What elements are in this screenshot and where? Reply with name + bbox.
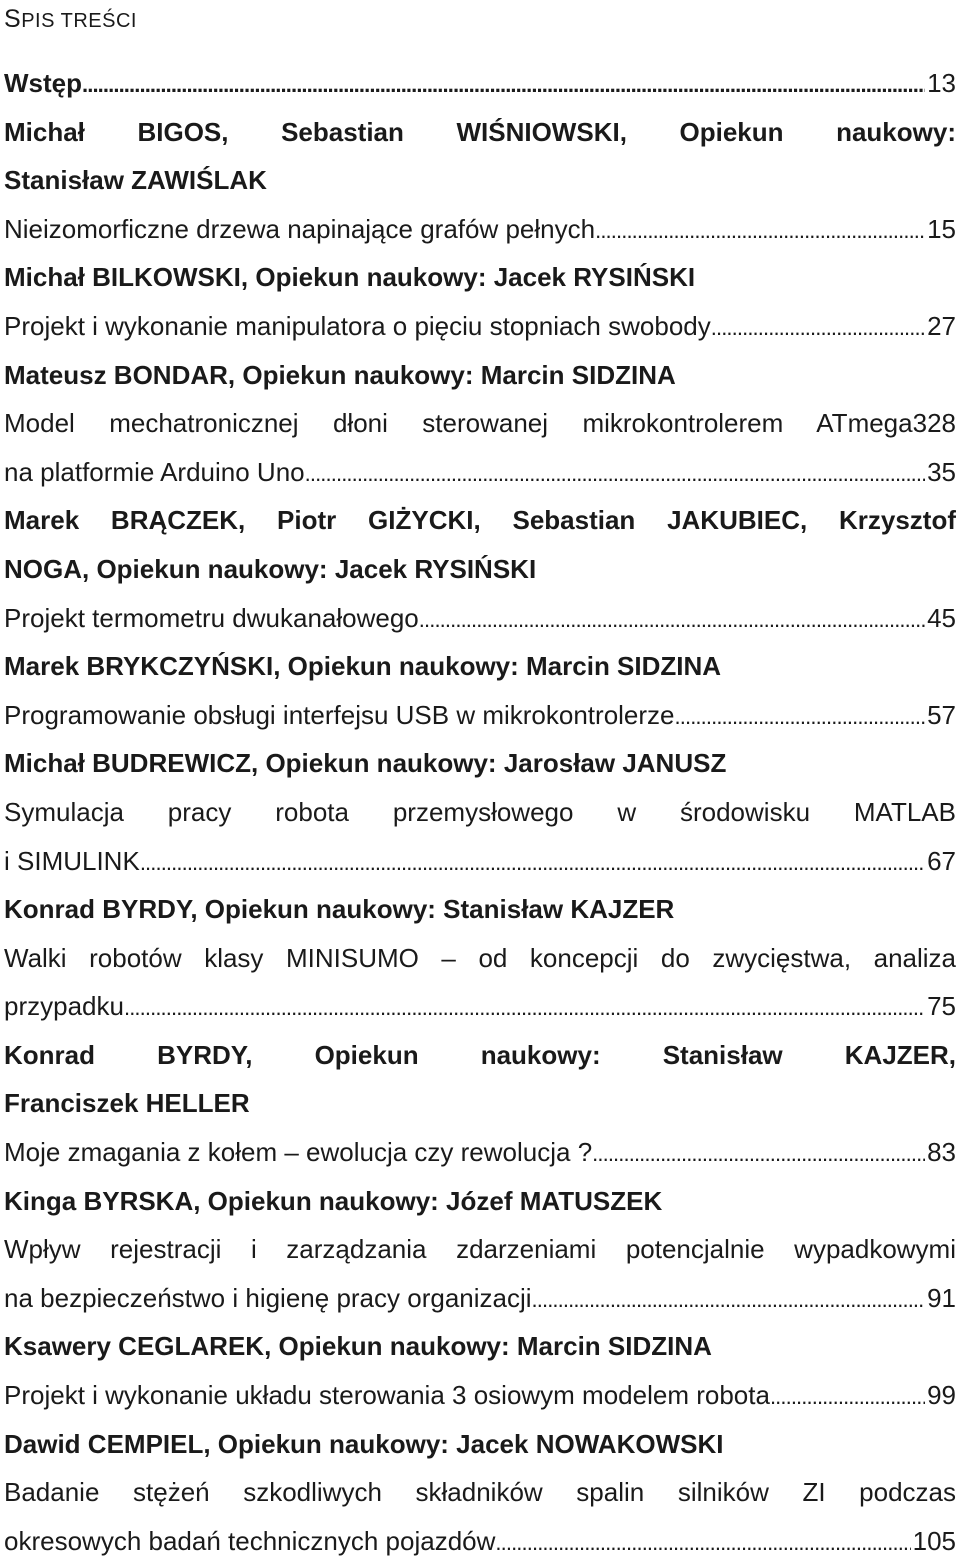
- dot-leader: [419, 594, 925, 643]
- toc-title-text: Projekt i wykonanie układu sterowania 3 osiowym modelem robota: [4, 1380, 770, 1411]
- page-number: 45: [927, 602, 956, 633]
- toc-author-line: Stanisław ZAWIŚLAK: [4, 165, 267, 196]
- toc-entry-link[interactable]: [4, 982, 956, 1031]
- toc-title-text: Moje zmagania z kołem – ewolucja czy rewolucja ?: [4, 1137, 593, 1168]
- dot-leader: [592, 1128, 925, 1177]
- toc-entry-link[interactable]: [4, 205, 956, 254]
- toc-title-text: okresowych badań technicznych pojazdów: [4, 1525, 496, 1556]
- title-initial: S: [4, 5, 22, 33]
- dot-leader: [82, 59, 925, 108]
- toc-author-line: Dawid CEMPIEL, Opiekun naukowy: Jacek NOWAKOWSKI: [4, 1428, 724, 1459]
- dot-leader: [770, 1371, 925, 1420]
- toc-entry-link[interactable]: [4, 1274, 956, 1323]
- page-title: [4, 4, 137, 36]
- toc-entry-link[interactable]: [4, 1517, 956, 1565]
- dot-leader: [595, 205, 925, 254]
- toc-author-line: Marek BRYKCZYŃSKI, Opiekun naukowy: Marcin SIDZINA: [4, 651, 722, 682]
- toc-entry-link[interactable]: [4, 691, 956, 740]
- toc-author-line: Mateusz BONDAR, Opiekun naukowy: Marcin SIDZINA: [4, 359, 676, 390]
- page-number: 15: [927, 213, 956, 244]
- toc-title-text: na bezpieczeństwo i higienę pracy organizacji: [4, 1282, 532, 1313]
- dot-leader: [675, 691, 926, 740]
- page-number: 91: [927, 1282, 956, 1313]
- page-number: 27: [927, 310, 956, 341]
- toc-author-line: Kinga BYRSKA, Opiekun naukowy: Józef MATUSZEK: [4, 1185, 663, 1216]
- toc-author-line: Michał BILKOWSKI, Opiekun naukowy: Jacek RYSIŃSKI: [4, 262, 696, 293]
- toc-entry-link[interactable]: [4, 448, 956, 497]
- toc-author-line: Ksawery CEGLAREK, Opiekun naukowy: Marcin SIDZINA: [4, 1331, 712, 1362]
- page-number: 67: [927, 845, 956, 876]
- toc-author-line: Konrad BYRDY, Opiekun naukowy: Stanisław KAJZER: [4, 894, 675, 925]
- dot-leader: [532, 1274, 926, 1323]
- page-number: 83: [927, 1137, 956, 1168]
- toc-title-text: Wstęp: [4, 68, 82, 98]
- dot-leader: [140, 837, 925, 886]
- toc-title-text: na platformie Arduino Uno: [4, 456, 305, 487]
- toc-list: [4, 59, 956, 1565]
- page-number: 99: [927, 1380, 956, 1411]
- toc-title-text: Nieizomorficzne drzewa napinające grafów pełnych: [4, 213, 596, 244]
- toc-title-text: Projekt termometru dwukanałowego: [4, 602, 419, 633]
- toc-title-line: Model mechatronicznej dłoni sterowanej mikrokontrolerem ATmega328: [4, 408, 956, 439]
- toc-author-line: Franciszek HELLER: [4, 1088, 250, 1119]
- dot-leader: [305, 448, 925, 497]
- toc-entry-link[interactable]: [4, 837, 956, 886]
- page-number: 35: [927, 456, 956, 487]
- toc-title-line: Symulacja pracy robota przemysłowego w środowisku MATLAB: [4, 796, 956, 827]
- toc-title-text: przypadku: [4, 991, 124, 1022]
- toc-title-text: Programowanie obsługi interfejsu USB w mikrokontrolerze: [4, 699, 675, 730]
- toc-entry-link[interactable]: [4, 1128, 956, 1177]
- toc-title-line: Badanie stężeń szkodliwych składników spalin silników ZI podczas: [4, 1477, 956, 1508]
- toc-entry-link[interactable]: [4, 302, 956, 351]
- dot-leader: [495, 1517, 910, 1565]
- toc-title-line: Walki robotów klasy MINISUMO – od koncepcji do zwycięstwa, analiza: [4, 942, 956, 973]
- page-number: 57: [927, 699, 956, 730]
- toc-title-line: Wpływ rejestracji i zarządzania zdarzeniami potencjalnie wypadkowymi: [4, 1234, 956, 1265]
- dot-leader: [124, 982, 925, 1031]
- toc-title-text: Projekt i wykonanie manipulatora o pięciu stopniach swobody: [4, 310, 711, 341]
- toc-author-line: Michał BIGOS, Sebastian WIŚNIOWSKI, Opiekun naukowy:: [4, 116, 956, 147]
- toc-title-text: i SIMULINK: [4, 845, 140, 876]
- toc-author-line: Michał BUDREWICZ, Opiekun naukowy: Jarosław JANUSZ: [4, 748, 727, 779]
- dot-leader: [711, 302, 925, 351]
- toc-author-line: NOGA, Opiekun naukowy: Jacek RYSIŃSKI: [4, 553, 537, 584]
- page-number: 75: [927, 991, 956, 1022]
- toc-entry-link[interactable]: [4, 59, 956, 108]
- toc-entry-link[interactable]: [4, 594, 956, 643]
- page-number: 105: [912, 1525, 956, 1556]
- toc-author-line: Marek BRĄCZEK, Piotr GIŻYCKI, Sebastian JAKUBIEC, Krzysztof: [4, 505, 956, 536]
- toc-entry-link[interactable]: [4, 1371, 956, 1420]
- title-rest: PIS TREŚCI: [21, 10, 137, 32]
- page-number: 13: [927, 68, 956, 98]
- toc-author-line: Konrad BYRDY, Opiekun naukowy: Stanisław KAJZER,: [4, 1039, 956, 1070]
